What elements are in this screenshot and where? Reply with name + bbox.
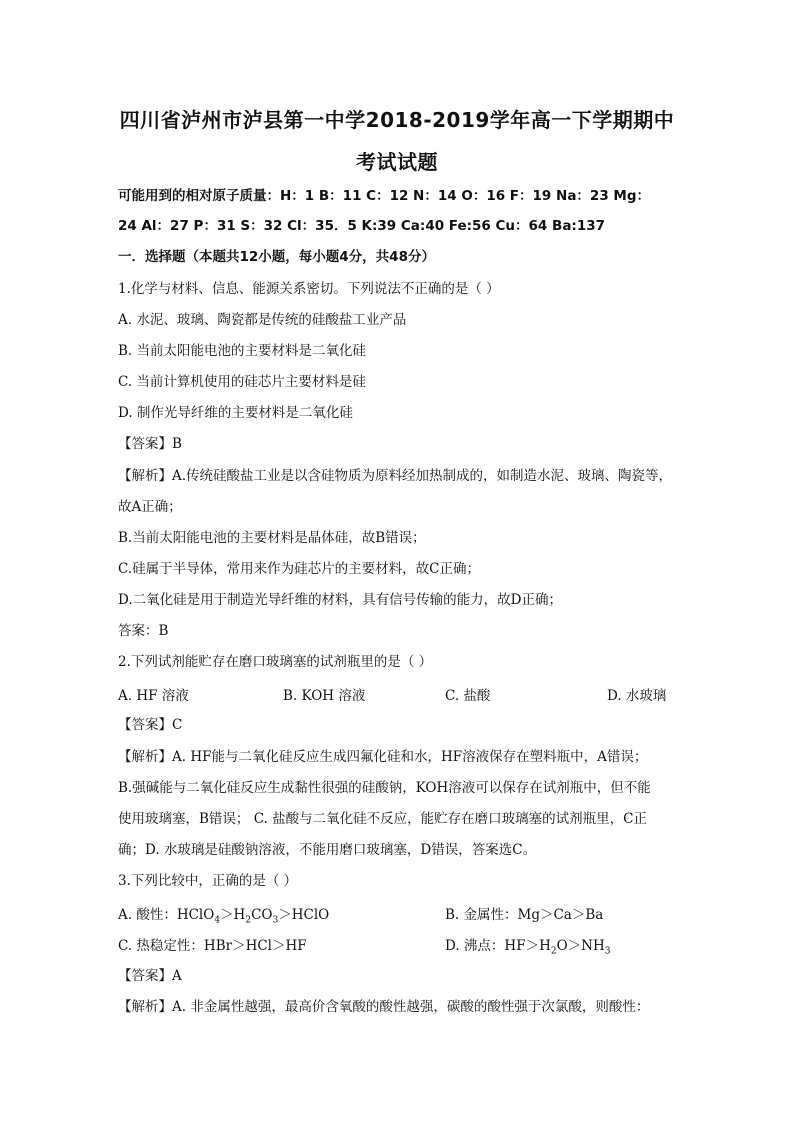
q2-option-c: C. 盐酸: [445, 688, 491, 704]
q2-explanation-1: 【解析】A. HF能与二氧化硅反应生成四氟化硅和水，HF溶液保存在塑料瓶中，A错误；: [118, 749, 648, 765]
q1-explanation-4: C.硅属于半导体，常用来作为硅芯片的主要材料，故C正确；: [118, 561, 480, 577]
section-heading: 一．选择题（本题共12小题，每小题4分，共48分）: [118, 249, 435, 265]
q2-explanation-4: 确；D. 水玻璃是硅酸钠溶液，不能用磨口玻璃塞，D错误，答案选C。: [118, 842, 537, 858]
q2-explanation-3: 使用玻璃塞，B错误； C. 盐酸与二氧化硅不反应，能贮存在磨口玻璃塞的试剂瓶里，C正: [118, 811, 647, 827]
q2-stem: 2.下列试剂能贮存在磨口玻璃塞的试剂瓶里的是（ ）: [118, 654, 433, 670]
q1-answer: 【答案】B: [118, 436, 182, 452]
q3-option-a: A. 酸性：$HClO_4>H_2CO_3>HClO$: [118, 907, 330, 926]
q3-option-c: C. 热稳定性：HBr＞HCl＞HF: [118, 938, 307, 954]
q3-stem: 3.下列比较中，正确的是（ ）: [118, 873, 298, 889]
q1-explanation-1: 【解析】A.传统硅酸盐工业是以含硅物质为原料经加热制成的，如制造水泥、玻璃、陶瓷等，: [118, 468, 673, 484]
q1-option-a: A. 水泥、玻璃、陶瓷都是传统的硅酸盐工业产品: [118, 312, 407, 328]
q3-option-b: B. 金属性：Mg＞Ca＞Ba: [445, 907, 604, 923]
q3-answer: 【答案】A: [118, 968, 182, 984]
q1-option-d: D. 制作光导纤维的主要材料是二氧化硅: [118, 405, 353, 421]
q1-final-answer: 答案：B: [118, 623, 169, 639]
q1-option-c: C. 当前计算机使用的硅芯片主要材料是硅: [118, 374, 366, 390]
q1-explanation-2: 故A正确；: [118, 499, 182, 515]
atomic-mass-line1: 可能用到的相对原子质量：H：1 B：11 C：12 N：14 O：16 F：19 Na：23 Mg：: [118, 188, 651, 204]
doc-title-line1: 四川省泸州市泸县第一中学2018-2019学年高一下学期期中: [119, 108, 675, 132]
q1-explanation-3: B.当前太阳能电池的主要材料是晶体硅，故B错误；: [118, 530, 426, 546]
q1-option-b: B. 当前太阳能电池的主要材料是二氧化硅: [118, 343, 367, 359]
q3-explanation-1: 【解析】A. 非金属性越强，最高价含氧酸的酸性越强，碳酸的酸性强于次氯酸，则酸性：: [118, 999, 650, 1015]
q1-stem: 1.化学与材料、信息、能源关系密切。下列说法不正确的是（ ）: [118, 281, 500, 297]
q2-answer: 【答案】C: [118, 717, 183, 733]
q1-explanation-5: D.二氧化硅是用于制造光导纤维的材料，具有信号传输的能力，故D正确；: [118, 592, 562, 608]
q3-option-d: D. 沸点：$HF>H_2O>NH_3$: [445, 938, 611, 957]
q2-option-a: A. HF 溶液: [118, 688, 189, 704]
doc-title-line2: 考试试题: [356, 150, 438, 174]
q2-explanation-2: B.强碱能与二氧化硅反应生成黏性很强的硅酸钠，KOH溶液可以保存在试剂瓶中，但不能: [118, 780, 651, 796]
atomic-mass-line2: 24 Al：27 P：31 S：32 Cl：35．5 K:39 Ca:40 Fe:56 Cu：64 Ba:137: [118, 218, 606, 234]
q2-option-d: D. 水玻璃: [607, 688, 667, 704]
q2-option-b: B. KOH 溶液: [283, 688, 366, 704]
